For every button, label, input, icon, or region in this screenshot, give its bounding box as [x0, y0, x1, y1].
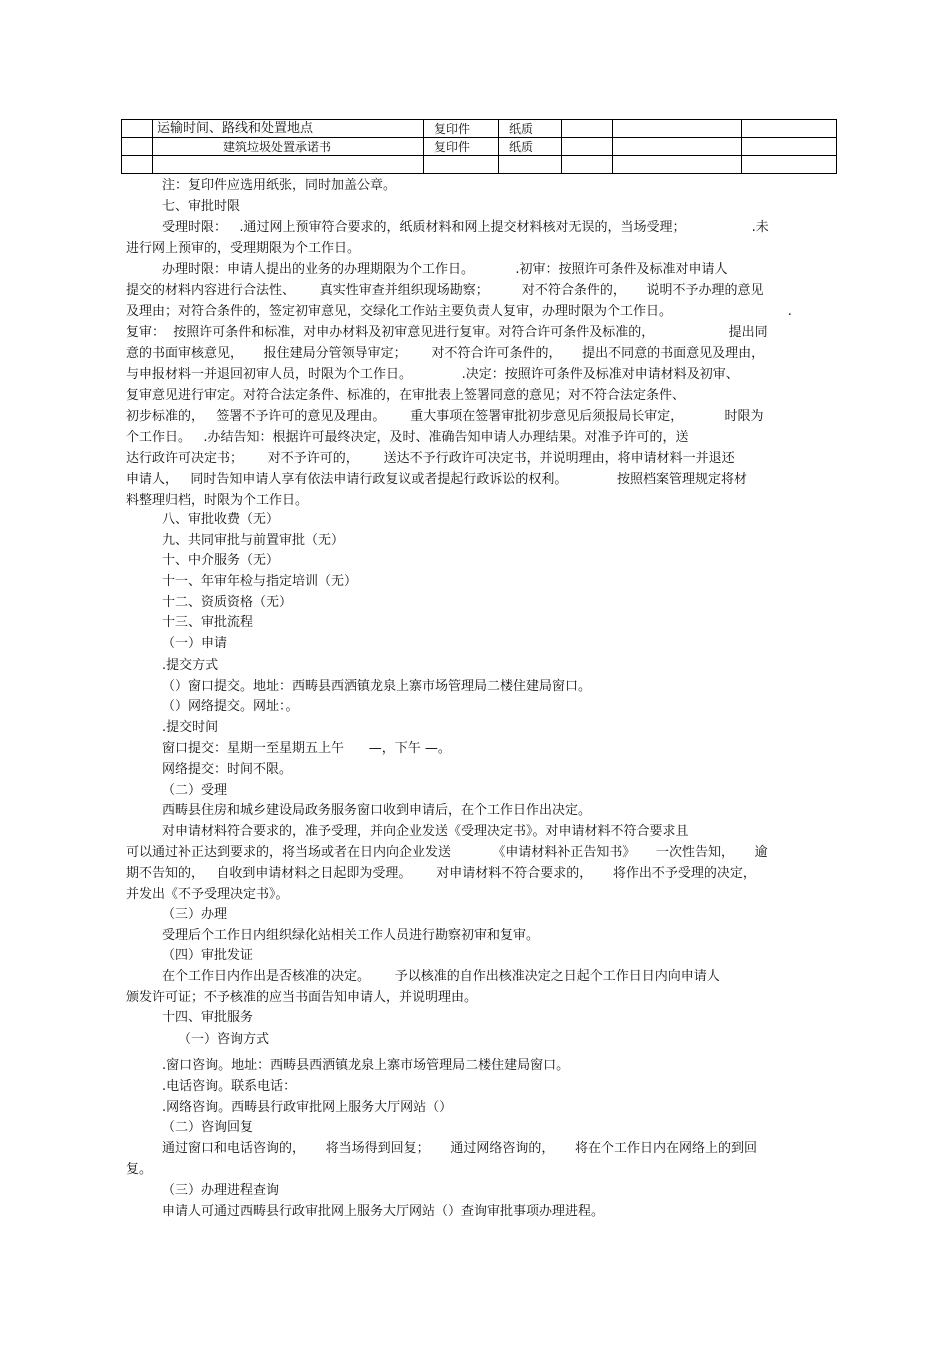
paragraph-line: 在个工作日内作出是否核准的决定。 予以核准的自作出核准决定之日起个工作日日内向申请人 — [162, 969, 720, 984]
paragraph-line: 复。 — [126, 1162, 153, 1177]
table-note: 注：复印件应选用纸张，同时加盖公章。 — [162, 178, 397, 193]
paragraph-line: 申请人可通过西畴县行政审批网上服务大厅网站（）查询审批事项办理进程。 — [162, 1204, 605, 1219]
table-row — [122, 138, 837, 156]
materials-table — [121, 119, 837, 174]
paragraph-line: 复审意见进行审定。对符合法定条件、标准的，在审批表上签署同意的意见；对不符合法定条件、 — [126, 388, 686, 403]
paragraph-line: 办理时限：申请人提出的业务的办理期限为个工作日。 .初审：按照许可条件及标准对申请人 — [162, 262, 728, 277]
section-heading: 十四、审批服务 — [162, 1010, 254, 1025]
paragraph-line: 与申报材料一并退回初审人员，时限为个工作日。 .决定：按照许可条件及标准对申请材料及初审、 — [126, 367, 739, 382]
paragraph-line: .窗口咨询。地址：西畴县西洒镇龙泉上寨市场管理局二楼住建局窗口。 — [162, 1058, 570, 1073]
subsection-heading: （三）办理 — [162, 907, 228, 922]
material-name-cell — [153, 156, 424, 174]
paragraph-line: 通过窗口和电话咨询的， 将当场得到回复； 通过网络咨询的， 将在个工作日内在网络上的到回 — [162, 1141, 757, 1156]
section-heading: 七、审批时限 — [162, 199, 241, 214]
paragraph-line: 复审： 按照许可条件和标准，对申办材料及初审意见进行复审。对符合许可条件及标准的， 提出同 — [126, 325, 768, 340]
paragraph-line: .网络咨询。西畴县行政审批网上服务大厅网站（） — [162, 1100, 453, 1115]
section-heading: 八、审批收费（无） — [162, 512, 280, 527]
section-heading: 十一、年审年检与指定培训（无） — [162, 574, 358, 589]
subsection-heading: （一）咨询方式 — [178, 1032, 270, 1047]
medium-cell: 纸质 — [499, 138, 562, 156]
paragraph-line: 可以通过补正达到要求的，将当场或者在日内向企业发送 《申请材料补正告知书》 一次性告知， 逾 — [126, 845, 768, 860]
paragraph-line: 申请人， 同时告知申请人享有依法申请行政复议或者提起行政诉讼的权利。 按照档案管理规定将材 — [126, 472, 747, 487]
paragraph-line: 颁发许可证；不予核准的应当书面告知申请人，并说明理由。 — [126, 990, 478, 1005]
medium-cell: 纸质 — [499, 120, 562, 138]
paragraph-line: 料整理归档，时限为个工作日。 — [126, 493, 309, 508]
section-heading: 十二、资质资格（无） — [162, 595, 293, 610]
paragraph-line: 并发出《不予受理决定书》。 — [126, 887, 289, 902]
section-heading: 九、共同审批与前置审批（无） — [162, 533, 345, 548]
subsection-heading: （二）咨询回复 — [162, 1120, 254, 1135]
form-cell — [424, 156, 499, 174]
paragraph-line: 期不告知的， 自收到申请材料之日起即为受理。 对申请材料不符合要求的， 将作出不予受理的决定， — [126, 866, 756, 881]
item-heading: .提交方式 — [162, 658, 219, 673]
table-row — [122, 156, 837, 174]
paragraph-line: （）窗口提交。地址：西畴县西洒镇龙泉上寨市场管理局二楼住建局窗口。 — [162, 679, 592, 694]
paragraph-line: 意的书面审核意见， 报住建局分管领导审定； 对不符合许可条件的， 提出不同意的书面意见及理由， — [126, 346, 765, 361]
paragraph-line: 对申请材料符合要求的，准予受理，并向企业发送《受理决定书》。对申请材料不符合要求且 — [162, 824, 689, 839]
material-name-cell: 建筑垃圾处置承诺书 — [153, 138, 424, 156]
paragraph-line: 初步标准的， 签署不予许可的意见及理由。 重大事项在签署审批初步意见后须报局长审定， 时限为 — [126, 409, 764, 424]
form-cell: 复印件 — [424, 120, 499, 138]
paragraph-line: 达行政许可决定书； 对不予许可的， 送达不予行政许可决定书，并说明理由，将申请材料一并退还 — [126, 451, 735, 466]
paragraph-line: 窗口提交：星期一至星期五上午 —，下午 —。 — [162, 741, 451, 756]
item-heading: .提交时间 — [162, 720, 219, 735]
subsection-heading: （四）审批发证 — [162, 948, 254, 963]
table-row — [122, 120, 837, 138]
paragraph-line: 西畴县住房和城乡建设局政务服务窗口收到申请后，在个工作日作出决定。 — [162, 803, 592, 818]
paragraph-line: 个工作日。 .办结告知：根据许可最终决定，及时、准确告知申请人办理结果。对准予许可的，送 — [126, 430, 689, 445]
paragraph-line: 进行网上预审的，受理期限为个工作日。 — [126, 241, 361, 256]
subsection-heading: （一）申请 — [162, 636, 228, 651]
subsection-heading: （三）办理进程查询 — [162, 1183, 280, 1198]
paragraph-line: 受理后个工作日内组织绿化站相关工作人员进行勘察初审和复审。 — [162, 928, 540, 943]
section-heading: 十三、审批流程 — [162, 615, 254, 630]
paragraph-line: .电话咨询。联系电话： — [162, 1079, 297, 1094]
paragraph-line: （）网络提交。网址：。 — [162, 699, 299, 714]
paragraph-line: 提交的材料内容进行合法性、 真实性审查并组织现场勘察； 对不符合条件的， 说明不予办理的意见 — [126, 283, 764, 298]
section-heading: 十、中介服务（无） — [162, 553, 280, 568]
paragraph-line: 及理由；对符合条件的，签定初审意见，交绿化工作站主要负责人复审，办理时限为个工作日。 . — [126, 304, 792, 319]
material-name-cell: 运输时间、路线和处置地点 — [153, 120, 424, 138]
paragraph-line: 网络提交：时间不限。 — [162, 762, 293, 777]
subsection-heading: （二）受理 — [162, 783, 228, 798]
paragraph-line: 受理时限： .通过网上预审符合要求的，纸质材料和网上提交材料核对无误的，当场受理； .未 — [162, 220, 769, 235]
form-cell: 复印件 — [424, 138, 499, 156]
medium-cell — [499, 156, 562, 174]
